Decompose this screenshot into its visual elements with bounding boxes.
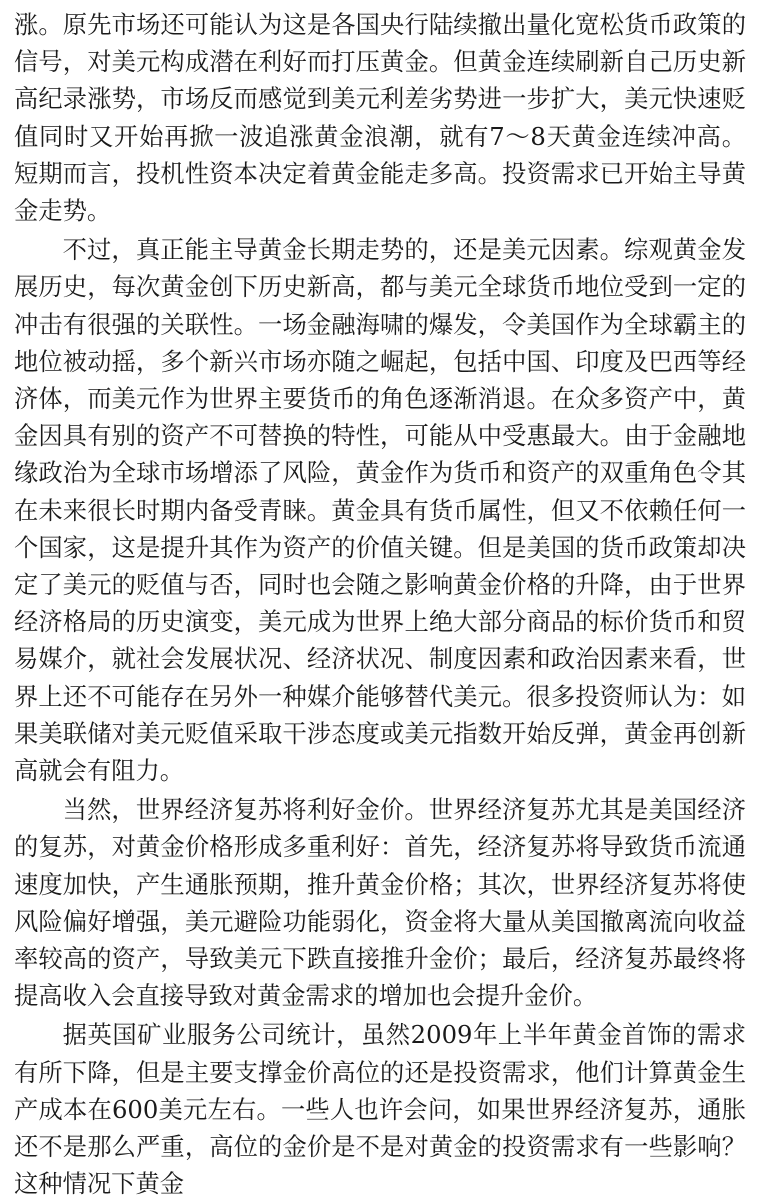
paragraph-2: 不过，真正能主导黄金长期走势的，还是美元因素。综观黄金发展历史，每次黄金创下历史新高，都与美元全球货币地位受到一定的冲击有很强的关联性。一场金融海啸的爆发，令美国作为全球霸主的地位被动摇，多个新兴市场亦随之崛起，包括中国、印度及巴西等经济体，而美元作为世界主要货币的角色逐渐消退。在众多资产中，黄金因具有别的资产不可替换的特性，可能从中受惠最大。由于金融地缘政治为全球市场增添了风险，黄金作为货币和资产的双重角色令其在未来很长时期内备受青睐。黄金具有货币属性，但又不依赖任何一个国家，这是提升其作为资产的价值关键。但是美国的货币政策却决定了美元的贬值与否，同时也会随之影响黄金价格的升降，由于世界经济格局的历史演变，美元成为世界上绝大部分商品的标价货币和贸易媒介，就社会发展状况、经济状况、制度因素和政治因素来看，世界上还不可能存在另外一种媒介能够替代美元。很多投资师认为：如果美联储对美元贬值采取干涉态度或美元指数开始反弹，黄金再创新高就会有阻力。 — [14, 235, 746, 786]
document-page — [14, 6, 746, 1203]
paragraph-4: 据英国矿业服务公司统计，虽然2009年上半年黄金首饰的需求有所下降，但是主要支撑金价高位的还是投资需求，他们计算黄金生产成本在600美元左右。一些人也许会问，如果世界经济复苏，通胀还不是那么严重，高位的金价是不是对黄金的投资需求有一些影响？这种情况下黄金 — [14, 1020, 746, 1199]
paragraph-1: 涨。原先市场还可能认为这是各国央行陆续撤出量化宽松货币政策的信号，对美元构成潜在利好而打压黄金。但黄金连续刷新自己历史新高纪录涨势，市场反而感觉到美元利差劣势进一步扩大，美元快速贬值同时又开始再掀一波追涨黄金浪潮，就有7～8天黄金连续冲高。短期而言，投机性资本决定着黄金能走多高。投资需求已开始主导黄金走势。 — [14, 10, 746, 226]
paragraph-3: 当然，世界经济复苏将利好金价。世界经济复苏尤其是美国经济的复苏，对黄金价格形成多重利好：首先，经济复苏将导致货币流通速度加快，产生通胀预期，推升黄金价格；其次，世界经济复苏将使风险偏好增强，美元避险功能弱化，资金将大量从美国撤离流向收益率较高的资产，导致美元下跌直接推升金价；最后，经济复苏最终将提高收入会直接导致对黄金需求的增加也会提升金价。 — [14, 795, 746, 1011]
